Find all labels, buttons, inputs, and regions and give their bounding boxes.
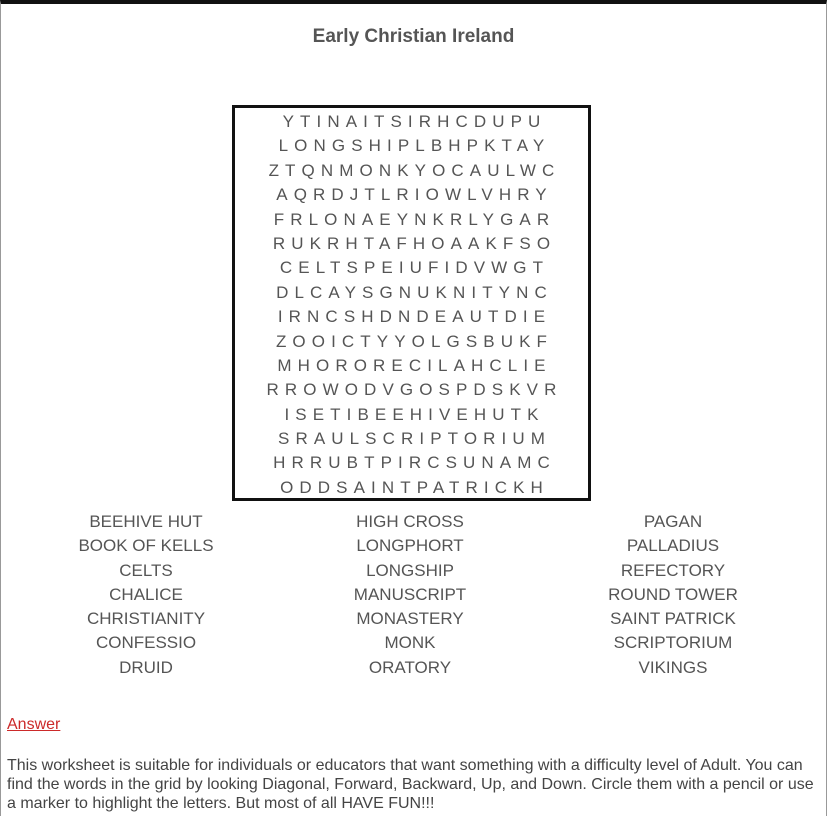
grid-row: ZTQNMONKYOCAULWC <box>268 160 561 180</box>
grid-row: AQRDJTLRIOWLVHRY <box>276 185 553 205</box>
grid-row: HRRUBTPIRCSUNAMC <box>273 453 556 473</box>
word-item: CELTS <box>119 560 173 580</box>
worksheet-description: This worksheet is suitable for individuals or educators that want something with a difficulty level of Adult. You can find the words in the grid by looking Diagonal, Forward, Backward, Up, and Down. Circle them with a pencil or use a marker to highlight the letters. But most of all HAVE FUN!!! <box>7 757 814 812</box>
grid-row: CELTSPEIUFIDVWGT <box>279 258 550 278</box>
word-list <box>0 510 827 685</box>
grid-row: SRAULSCRIPTORIUM <box>278 429 551 449</box>
word-item: CHALICE <box>109 584 183 604</box>
word-item: HIGH CROSS <box>356 512 464 531</box>
word-item: CHRISTIANITY <box>86 609 206 629</box>
grid-row: ISETIBEEHIVEHUTK <box>284 404 545 424</box>
word-item: BEEHIVE HUT <box>89 512 203 531</box>
word-item: MANUSCRIPT <box>353 584 467 604</box>
word-list-column-2 <box>280 510 540 680</box>
word-item: PALLADIUS <box>626 536 720 556</box>
word-item: MONASTERY <box>356 609 464 629</box>
answer-link[interactable]: Answer <box>7 716 61 733</box>
word-search-grid <box>232 105 591 501</box>
word-item: PAGAN <box>643 512 703 531</box>
page-title: Early Christian Ireland <box>312 26 515 47</box>
word-item: ROUND TOWER <box>608 584 738 604</box>
word-item: CONFESSIO <box>95 633 197 653</box>
grid-row: MHORORECILAHCLIE <box>277 355 552 375</box>
word-item: ORATORY <box>368 657 452 677</box>
grid-row: YTINAITSIRHCDUPU <box>282 112 547 131</box>
word-item: LONGSHIP <box>366 560 454 580</box>
grid-row: ODDSAINTPATRICKH <box>280 477 549 497</box>
word-item: BOOK OF KELLS <box>78 536 214 556</box>
grid-row: ZOOICTYYOLGSBUKF <box>275 331 554 351</box>
word-item: REFECTORY <box>620 560 726 580</box>
word-item: LONGPHORT <box>356 536 464 556</box>
word-item: SCRIPTORIUM <box>613 633 733 653</box>
word-list-column-3 <box>543 510 803 680</box>
grid-row: RROWODVGOSPDSKVR <box>266 380 563 400</box>
word-item: MONK <box>384 633 436 653</box>
grid-row: RUKRHTAFHOAAKFSO <box>272 233 557 253</box>
word-item: SAINT PATRICK <box>610 609 736 629</box>
word-item: DRUID <box>119 657 173 677</box>
word-list-column-1 <box>16 510 276 680</box>
grid-row: FRLONAEYNKRLYGAR <box>273 209 556 229</box>
grid-row: DLCAYSGNUKNITYNC <box>276 282 553 302</box>
word-item: VIKINGS <box>638 657 708 677</box>
grid-row: LONGSHIPLBHPKTAY <box>278 136 551 156</box>
grid-row: IRNCSHDNDEAUTDIE <box>277 307 552 327</box>
